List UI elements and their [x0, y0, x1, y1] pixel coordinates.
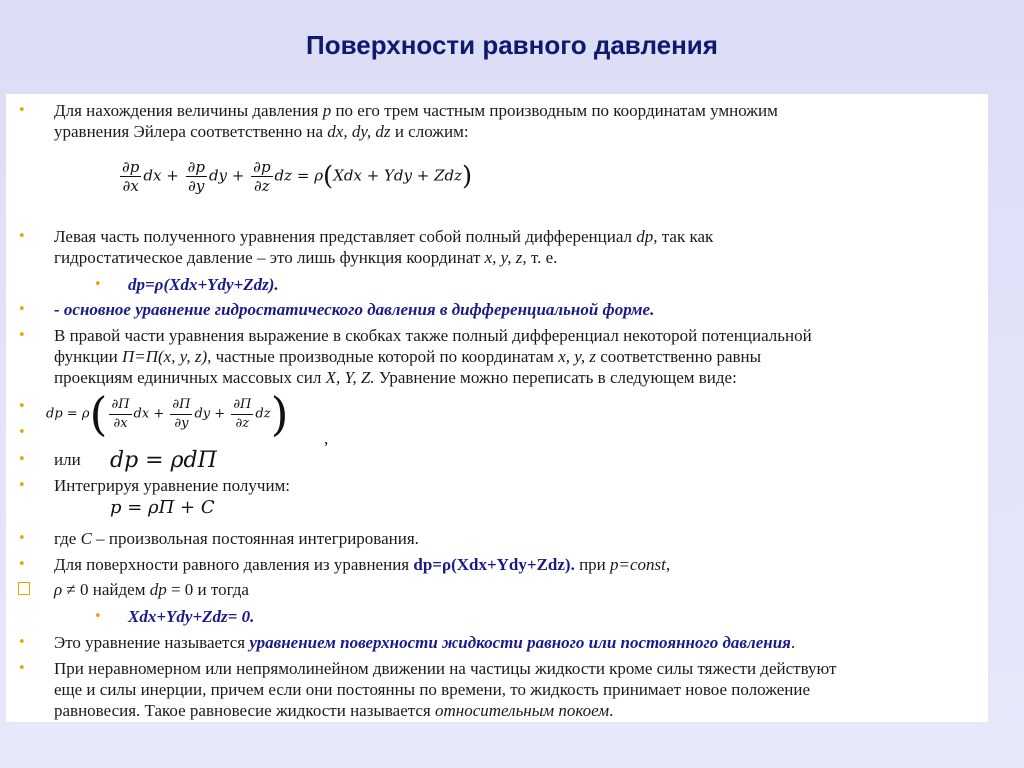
paragraph-potential-function: В правой части уравнения выражение в скобках также полный дифференциал некоторой потенциальной функции П=П(x, y, z), частные производные которой по координатам x, y, z соответственно равны проекциям единичных массовых сил X, Y, Z. Уравнение можно переписать в следующем виде:	[54, 326, 812, 387]
bullet: •	[94, 609, 102, 624]
formula-p-rho-P-C: p = ρП + C	[110, 497, 215, 518]
paragraph-basic-equation: - основное уравнение гидростатического давления в дифференциальной форме.	[54, 300, 655, 319]
var-p: p	[322, 101, 332, 120]
page-title: Поверхности равного давления	[306, 30, 718, 60]
paragraph-rho-nonzero: ρ ≠ 0 найдем dp = 0 и тогда	[54, 580, 249, 599]
fraction-dp-dz: $\frac{\partial p}{\partial z}$	[253, 158, 271, 195]
fraction-dp-dx: $\frac{\partial p}{\partial x}$	[122, 158, 140, 195]
paragraph-left-side: Левая часть полученного уравнения представляет собой полный дифференциал dp, так как гидростатическое давление – это лишь функция координат x, y, z, т. е.	[54, 227, 714, 267]
formula-total-differential: $\frac{\partial p}{\partial x}$ dx + $\frac{\partial p}{\partial y}$ dy + $\frac{\partial p}{\partial z}$ dz = ρ(Xdx + Ydy + Zdz)	[122, 158, 473, 195]
fraction-dP-dx: $\frac{\partial П}{\partial x}$	[111, 396, 130, 431]
equation-hydrostatic: dp=ρ(Xdx+Ydy+Zdz).	[128, 275, 279, 294]
formula-dp-rho-dP: dp = ρdП	[110, 448, 217, 473]
bullet: •	[18, 635, 26, 650]
bullet: •	[18, 425, 26, 440]
text: по его трем частным производным по координатам умножим	[335, 101, 778, 120]
bullet: •	[18, 328, 26, 343]
bullet: •	[94, 277, 102, 292]
checkbox-bullet-icon	[18, 582, 30, 595]
equation-surface: Xdx+Ydy+Zdz= 0.	[128, 607, 255, 626]
fraction-dp-dy: $\frac{\partial p}{\partial y}$	[187, 158, 205, 195]
paragraph-integrating: Интегрируя уравнение получим:	[54, 476, 291, 495]
content-panel	[6, 94, 988, 722]
text: и сложим:	[394, 122, 469, 141]
formula-potential: dp = ρ( $\frac{\partial П}{\partial x}$ dx + $\frac{\partial П}{\partial y}$ dy + $\frac{\partial П}{\partial z}$ dz)	[46, 387, 289, 441]
bullet: •	[18, 302, 26, 317]
vars-dx-dy-dz: dx, dy, dz	[327, 122, 391, 141]
bullet: •	[18, 399, 26, 414]
fraction-dP-dz: $\frac{\partial П}{\partial z}$	[233, 396, 252, 431]
bullet: •	[18, 229, 26, 244]
bullet: •	[18, 452, 26, 467]
bullet: •	[18, 478, 26, 493]
fraction-dP-dy: $\frac{\partial П}{\partial y}$	[172, 396, 191, 431]
paragraph-relative-rest: При неравномерном или непрямолинейном движении на частицы жидкости кроме силы тяжести действуют еще и силы инерции, причем если они постоянны по времени, то жидкость принимает новое положение равновесия. Такое равновесие жидкости называется относительным покоем.	[54, 659, 837, 720]
bullet: •	[18, 103, 26, 118]
text-or: или	[54, 450, 81, 469]
bullet: •	[18, 531, 26, 546]
paragraph-equal-pressure-surface: Для поверхности равного давления из уравнения dp=ρ(Xdx+Ydy+Zdz). при p=const,	[54, 555, 671, 574]
text: уравнения Эйлера соответственно на	[54, 122, 324, 141]
paragraph-euler-intro	[54, 100, 984, 142]
paragraph-surface-name: Это уравнение называется уравнением поверхности жидкости равного или постоянного давления.	[54, 633, 796, 652]
bullet: •	[18, 661, 26, 676]
text: Для нахождения величины давления	[54, 101, 319, 120]
bullet: •	[18, 557, 26, 572]
comma: ,	[324, 429, 329, 448]
paragraph-constant: где C – произвольная постоянная интегрирования.	[54, 529, 419, 548]
